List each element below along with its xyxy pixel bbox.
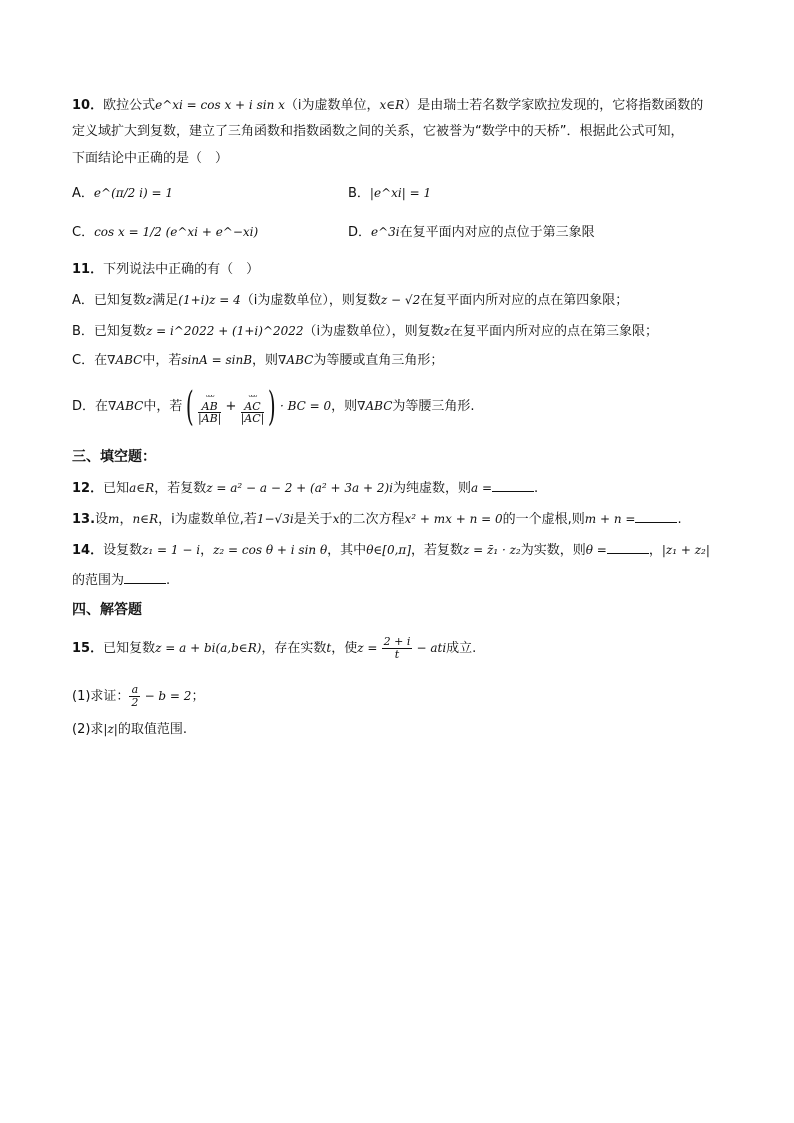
q12-number: 12．: [72, 481, 104, 496]
section-fill-in-blank: 三、填空题：: [72, 449, 156, 465]
answer-blank[interactable]: [607, 541, 649, 554]
q11-stem: 11．下列说法中正确的有（ ）: [72, 262, 260, 277]
fraction: $\frac{a}{2}$: [131, 683, 139, 709]
fraction: $\frac{2 + i}{t}$: [383, 635, 411, 661]
q15-stem: 15．已知复数z = a + bi(a,b∈R)，存在实数t，使z = $\frac{2 + i}{t}$ − ati成立.: [72, 635, 477, 661]
section-solution: 四、解答题: [72, 602, 142, 618]
q13: 13.设m，n∈R，i为虚数单位,若1−√3i是关于x的二次方程x² + mx + n = 0的一个虚根,则m + n = .: [72, 512, 682, 527]
q10-line3: 下面结论中正确的是（ ）: [72, 151, 229, 166]
q14-line2: 的范围为 .: [72, 573, 171, 588]
q10-line1: 10．欧拉公式e^xi = cos x + i sin x（i为虚数单位，x∈R）是由瑞士若名数学家欧拉发现的，它将指数函数的: [72, 98, 704, 113]
q12: 12．已知a∈R，若复数z = a² − a − 2 + (a² + 3a + 2)i为纯虚数，则a = .: [72, 481, 539, 496]
q13-number: 13.: [72, 512, 96, 527]
q10-option-a: A．e^(π/2 i) = 1: [72, 186, 173, 201]
answer-blank[interactable]: [124, 571, 166, 584]
q11-option-c: C．在∇ABC中，若sinA = sinB，则∇ABC为等腰或直角三角形；: [72, 353, 444, 368]
left-paren: (: [186, 383, 195, 430]
q11-option-b: B．已知复数z = i^2022 + (1+i)^2022（i为虚数单位），则复数z在复平面内所对应的点在第三象限；: [72, 324, 659, 339]
unit-vector-ab: ᴗᴗᴗ AB |AB|: [197, 391, 222, 425]
answer-blank[interactable]: [492, 479, 534, 492]
q11-option-d: D．在∇ABC中，若( ᴗᴗᴗ AB |AB| + ᴗᴗᴗ AC |AC| ) · BC = 0，则∇ABC为等腰三角形.: [72, 383, 475, 430]
unit-vector-ac: ᴗᴗᴗ AC |AC|: [240, 391, 265, 425]
q10-number: 10．: [72, 98, 104, 113]
q10-option-b: B．|e^xi| = 1: [348, 186, 432, 201]
euler-formula: e^xi = cos x + i sin x: [155, 98, 285, 112]
q14-number: 14．: [72, 543, 104, 558]
q10-option-d: D．e^3i在复平面内对应的点位于第三象限: [348, 225, 595, 240]
right-paren: ): [268, 383, 277, 430]
answer-blank[interactable]: [635, 510, 677, 523]
q11-option-a: A．已知复数z满足(1+i)z = 4（i为虚数单位），则复数z − √2在复平面内所对应的点在第四象限；: [72, 293, 629, 308]
q11-number: 11．: [72, 262, 104, 277]
q10-option-c: C．cos x = 1/2 (e^xi + e^−xi): [72, 225, 259, 240]
q14-line1: 14．设复数z₁ = 1 − i，z₂ = cos θ + i sin θ，其中θ∈[0,π]，若复数z = z̄₁ · z₂为实数，则θ = ，|z₁ + z₂|: [72, 543, 710, 558]
q15-part2: (2)求|z|的取值范围.: [72, 722, 187, 737]
q15-part1: (1)求证： $\frac{a}{2}$ − b = 2；: [72, 683, 205, 709]
q10-line2: 定义域扩大到复数，建立了三角函数和指数函数之间的关系，它被誉为“数学中的天桥”．根据此公式可知，: [72, 124, 684, 139]
q15-number: 15．: [72, 641, 104, 656]
